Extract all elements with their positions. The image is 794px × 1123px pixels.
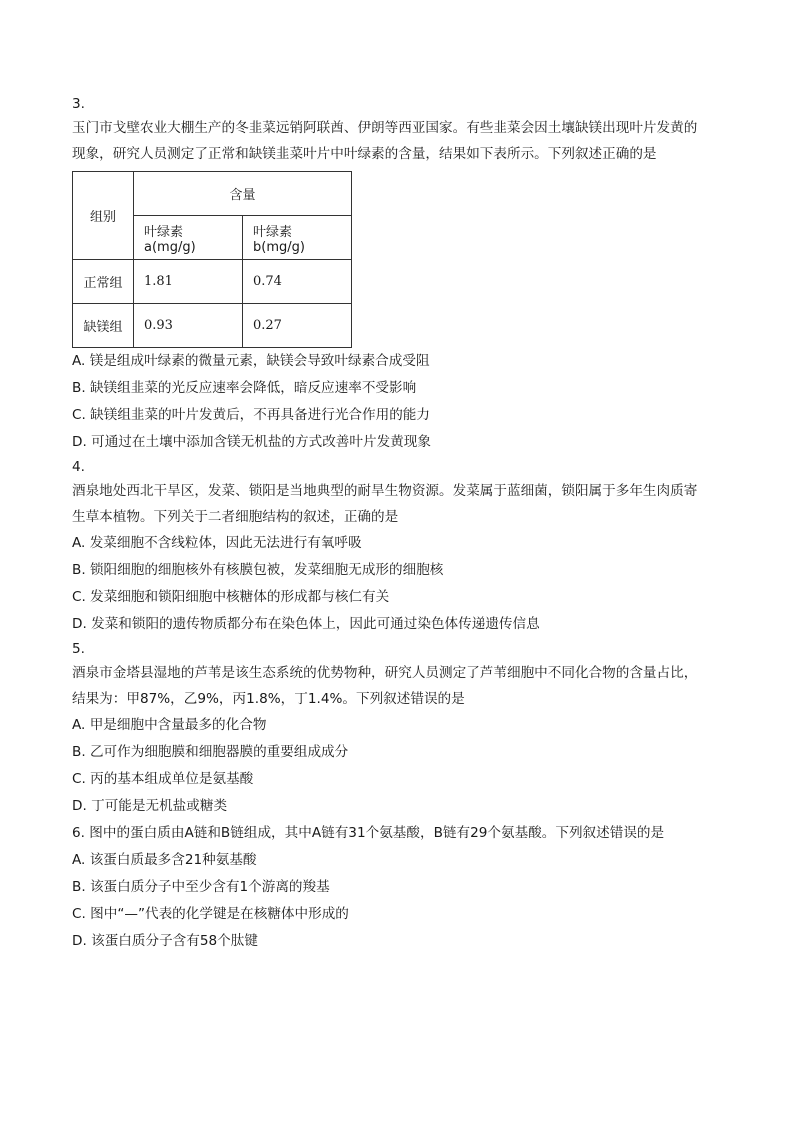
option-d: D. 发菜和锁阳的遗传物质都分布在染色体上，因此可通过染色体传递遗传信息	[72, 616, 540, 632]
option-b: B. 缺镁组韭菜的光反应速率会降低，暗反应速率不受影响	[72, 380, 417, 396]
cell-chlorophyll-b: 0.27	[243, 304, 352, 348]
question-stem-line: 酒泉地处西北干旱区，发菜、锁阳是当地典型的耐旱生物资源。发菜属于蓝细菌，锁阳属于多年生肉质寄	[72, 483, 698, 499]
row-label: 正常组	[73, 260, 134, 304]
question-number: 4.	[72, 459, 85, 475]
option-c: C. 丙的基本组成单位是氨基酸	[72, 771, 254, 787]
option-a: A. 发菜细胞不含线粒体，因此无法进行有氧呼吸	[72, 535, 362, 551]
cell-chlorophyll-a: 0.93	[134, 304, 243, 348]
question-stem-line: 酒泉市金塔县湿地的芦苇是该生态系统的优势物种，研究人员测定了芦苇细胞中不同化合物的含量占比，	[72, 665, 698, 681]
table-header-content: 含量	[134, 172, 352, 216]
option-d: D. 该蛋白质分子含有58个肽键	[72, 933, 258, 949]
chlorophyll-table	[72, 171, 352, 348]
question-stem-line: 生草本植物。下列关于二者细胞结构的叙述，正确的是	[72, 509, 399, 525]
option-b: B. 乙可作为细胞膜和细胞器膜的重要组成成分	[72, 744, 349, 760]
question-stem-line: 结果为：甲87%，乙9%，丙1.8%，丁1.4%。下列叙述错误的是	[72, 691, 465, 707]
option-a: A. 该蛋白质最多含21种氨基酸	[72, 852, 257, 868]
option-c: C. 缺镁组韭菜的叶片发黄后，不再具备进行光合作用的能力	[72, 407, 430, 423]
table-header-chlorophyll-b: 叶绿素b(mg/g)	[243, 216, 352, 260]
question-stem-line: 6. 图中的蛋白质由A链和B链组成，其中A链有31个氨基酸，B链有29个氨基酸。下列叙述错误的是	[72, 825, 665, 841]
document-page	[72, 93, 722, 955]
option-a: A. 甲是细胞中含量最多的化合物	[72, 717, 267, 733]
row-label: 缺镁组	[73, 304, 134, 348]
question-4	[72, 456, 722, 638]
question-number: 3.	[72, 96, 85, 112]
question-stem-line: 现象，研究人员测定了正常和缺镁韭菜叶片中叶绿素的含量，结果如下表所示。下列叙述正确的是	[72, 146, 657, 162]
table-header-group: 组别	[73, 172, 134, 260]
question-stem-line: 玉门市戈壁农业大棚生产的冬韭菜远销阿联酋、伊朗等西亚国家。有些韭菜会因土壤缺镁出现叶片发黄的	[72, 120, 698, 136]
option-b: B. 该蛋白质分子中至少含有1个游离的羧基	[72, 879, 330, 895]
question-6	[72, 820, 722, 955]
question-5	[72, 638, 722, 820]
option-c: C. 图中“—”代表的化学键是在核糖体中形成的	[72, 906, 349, 922]
option-b: B. 锁阳细胞的细胞核外有核膜包被，发菜细胞无成形的细胞核	[72, 562, 444, 578]
option-d: D. 可通过在土壤中添加含镁无机盐的方式改善叶片发黄现象	[72, 434, 431, 450]
cell-chlorophyll-b: 0.74	[243, 260, 352, 304]
cell-chlorophyll-a: 1.81	[134, 260, 243, 304]
table-row	[73, 304, 352, 348]
option-d: D. 丁可能是无机盐或糖类	[72, 798, 228, 814]
question-number: 5.	[72, 641, 85, 657]
table-row	[73, 260, 352, 304]
table-header-chlorophyll-a: 叶绿素a(mg/g)	[134, 216, 243, 260]
option-a: A. 镁是组成叶绿素的微量元素，缺镁会导致叶绿素合成受阻	[72, 353, 430, 369]
option-c: C. 发菜细胞和锁阳细胞中核糖体的形成都与核仁有关	[72, 589, 390, 605]
question-3	[72, 93, 722, 456]
